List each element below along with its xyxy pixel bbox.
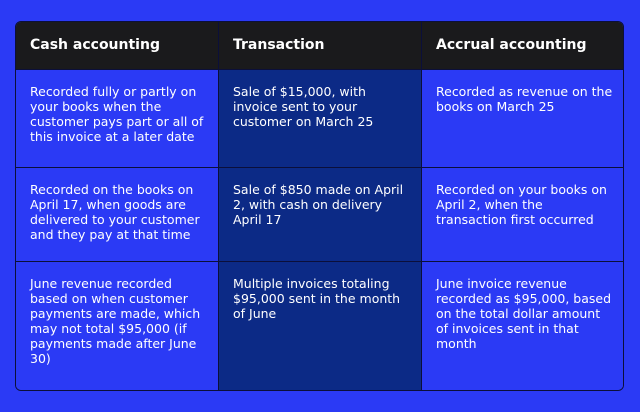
row-1-transaction: Sale of $15,000, with invoice sent to your customer on March 25 [219,70,422,168]
comparison-table [15,21,624,391]
row-3-transaction: Multiple invoices totaling $95,000 sent in the month of June [219,262,422,390]
row-3-cash: June revenue recorded based on when customer payments are made, which may not total $95,000 (if payments made after June 30) [16,262,219,390]
header-accrual-accounting: Accrual accounting [422,22,623,70]
row-2-cash: Recorded on the books on April 17, when goods are delivered to your customer and they pay at that time [16,168,219,262]
header-cash-accounting: Cash accounting [16,22,219,70]
header-transaction: Transaction [219,22,422,70]
row-3-accrual: June invoice revenue recorded as $95,000, based on the total dollar amount of invoices sent in that month [422,262,623,390]
row-1-cash: Recorded fully or partly on your books when the customer pays part or all of this invoice at a later date [16,70,219,168]
row-1-accrual: Recorded as revenue on the books on March 25 [422,70,623,168]
row-2-transaction: Sale of $850 made on April 2, with cash on delivery April 17 [219,168,422,262]
row-2-accrual: Recorded on your books on April 2, when the transaction first occurred [422,168,623,262]
